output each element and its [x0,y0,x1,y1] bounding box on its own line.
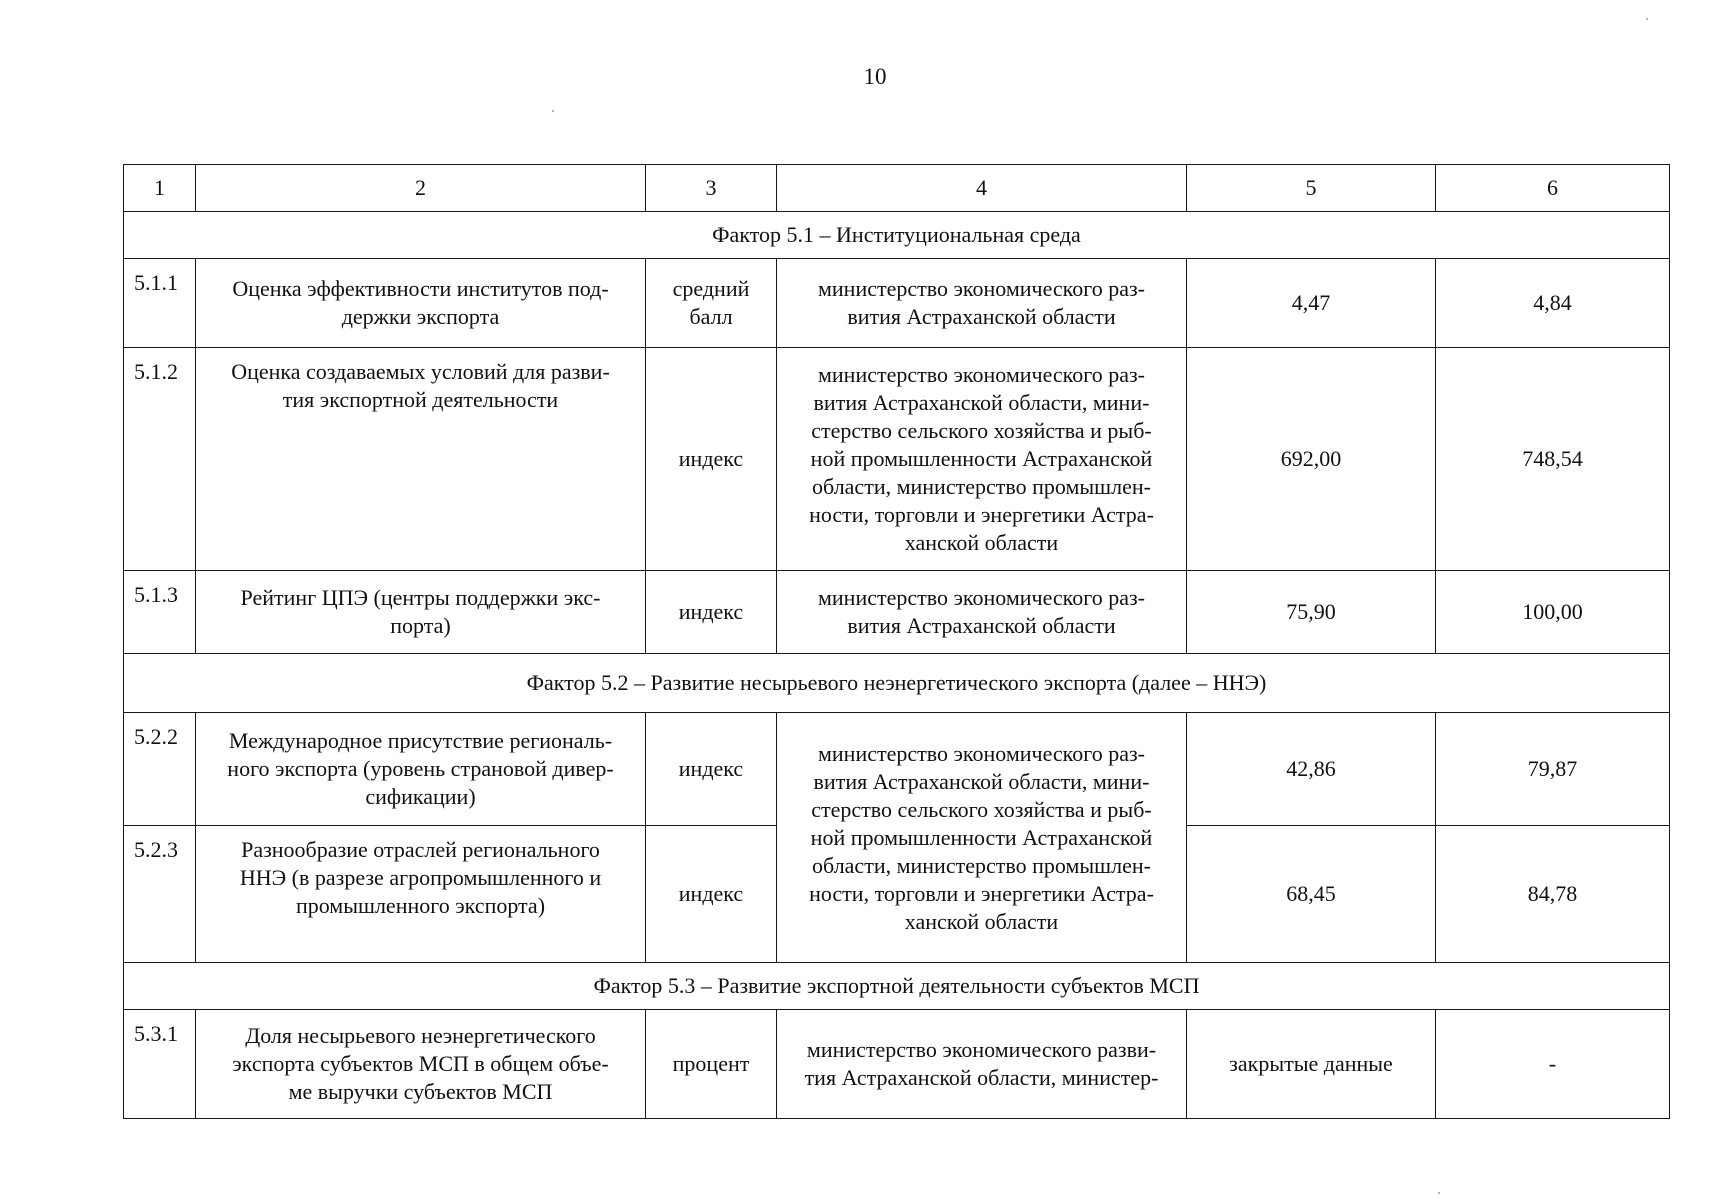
factor-heading: Фактор 5.3 – Развитие экспортной деятельности субъектов МСП [124,963,1670,1010]
responsible-line: стерство сельского хозяйства и рыб- [811,418,1152,443]
unit-cell [646,259,777,348]
indicator-name-line: Оценка создаваемых условий для разви- [231,359,610,384]
responsible-line: министерство экономического раз- [817,740,1146,766]
indicator-name-line: ме выручки субъектов МСП [288,1079,553,1104]
row-number: 5.1.3 [124,571,196,654]
table-row [124,348,1670,571]
responsible-cell [777,571,1187,654]
header-cell: 1 [124,165,196,212]
indicator-name [196,571,646,654]
indicator-name [196,1010,646,1119]
row-number: 5.2.3 [124,826,196,963]
unit-line: балл [689,304,733,329]
indicator-name-line: Рейтинг ЦПЭ (центры поддержки экс- [240,585,601,610]
indicator-name-line: ного экспорта (уровень страновой дивер- [227,756,614,781]
table-row [124,571,1670,654]
responsible-line: тия Астраханской области, министер- [804,1065,1159,1090]
responsible-line: ности, торговли и энергетики Астра- [809,502,1154,527]
unit-line: средний [672,276,750,301]
responsible-line: вития Астраханской области [847,613,1116,638]
indicator-name-line: держки экспорта [341,304,500,329]
responsible-cell [777,1010,1187,1119]
indicator-name-line: ННЭ (в разрезе агропромышленного и [239,865,602,890]
responsible-cell [777,259,1187,348]
unit-cell: индекс [646,571,777,654]
value-col6: - [1436,1010,1670,1119]
indicator-name-line: порта) [390,613,451,638]
indicator-name-line: промышленного экспорта) [295,893,546,918]
value-col5: 75,90 [1187,571,1436,654]
responsible-line: министерство экономического раз- [817,585,1146,610]
responsible-line: министерство экономического раз- [817,276,1146,301]
responsible-line: министерство экономического разви- [806,1037,1157,1062]
responsible-line: ности, торговли и энергетики Астра- [809,880,1154,906]
indicator-name-line: Доля несырьевого неэнергетического [245,1023,596,1048]
value-col6: 84,78 [1436,826,1670,963]
scan-speck [1646,18,1648,20]
scan-speck [552,110,554,112]
value-col5: 68,45 [1187,826,1436,963]
unit-cell: индекс [646,713,777,826]
value-col5: 4,47 [1187,259,1436,348]
value-col5: закрытые данные [1187,1010,1436,1119]
indicator-name-line: Разнообразие отраслей регионального [241,837,600,862]
responsible-line: ной промышленности Астраханской [810,824,1153,850]
value-col6: 4,84 [1436,259,1670,348]
indicators-table [123,164,1670,1119]
indicator-name-line: Международное присутствие региональ- [228,728,613,753]
value-col6: 79,87 [1436,713,1670,826]
indicator-name-line: Оценка эффективности институтов под- [232,276,609,301]
unit-cell: процент [646,1010,777,1119]
row-number: 5.2.2 [124,713,196,826]
value-col5: 692,00 [1187,348,1436,571]
responsible-line: ной промышленности Астраханской [810,446,1153,471]
indicator-name [196,348,646,571]
row-number: 5.1.1 [124,259,196,348]
indicator-name-line: сификации) [365,784,476,809]
unit-cell: индекс [646,348,777,571]
value-col5: 42,86 [1187,713,1436,826]
factor-heading: Фактор 5.1 – Институциональная среда [124,212,1670,259]
responsible-line: ханской области [904,530,1059,555]
header-cell: 3 [646,165,777,212]
unit-cell: индекс [646,826,777,963]
responsible-line: министерство экономического раз- [817,362,1146,387]
responsible-line: области, министерство промышлен- [812,474,1151,499]
header-cell: 4 [777,165,1187,212]
page-number: 10 [863,64,887,89]
indicator-name-line: тия экспортной деятельности [282,387,559,412]
indicator-name [196,826,646,963]
row-number: 5.3.1 [124,1010,196,1119]
table-header-row [124,165,1670,212]
factor-row [124,212,1670,259]
indicator-name [196,259,646,348]
table-row [124,1010,1670,1119]
indicator-name [196,713,646,826]
indicator-name-line: экспорта субъектов МСП в общем объе- [232,1051,609,1076]
responsible-cell [777,713,1187,963]
responsible-line: стерство сельского хозяйства и рыб- [811,796,1152,822]
value-col6: 100,00 [1436,571,1670,654]
header-cell: 6 [1436,165,1670,212]
header-cell: 5 [1187,165,1436,212]
responsible-line: области, министерство промышлен- [812,852,1151,878]
responsible-line: вития Астраханской области [847,304,1116,329]
responsible-line: вития Астраханской области, мини- [813,390,1150,415]
header-cell: 2 [196,165,646,212]
factor-heading: Фактор 5.2 – Развитие несырьевого неэнергетического экспорта (далее – ННЭ) [124,654,1670,713]
factor-row [124,654,1670,713]
factor-row [124,963,1670,1010]
responsible-line: вития Астраханской области, мини- [813,768,1150,794]
responsible-cell [777,348,1187,571]
table-row [124,259,1670,348]
value-col6: 748,54 [1436,348,1670,571]
scan-speck [1438,1192,1440,1194]
row-number: 5.1.2 [124,348,196,571]
responsible-line: ханской области [904,908,1059,934]
table-row [124,713,1670,826]
